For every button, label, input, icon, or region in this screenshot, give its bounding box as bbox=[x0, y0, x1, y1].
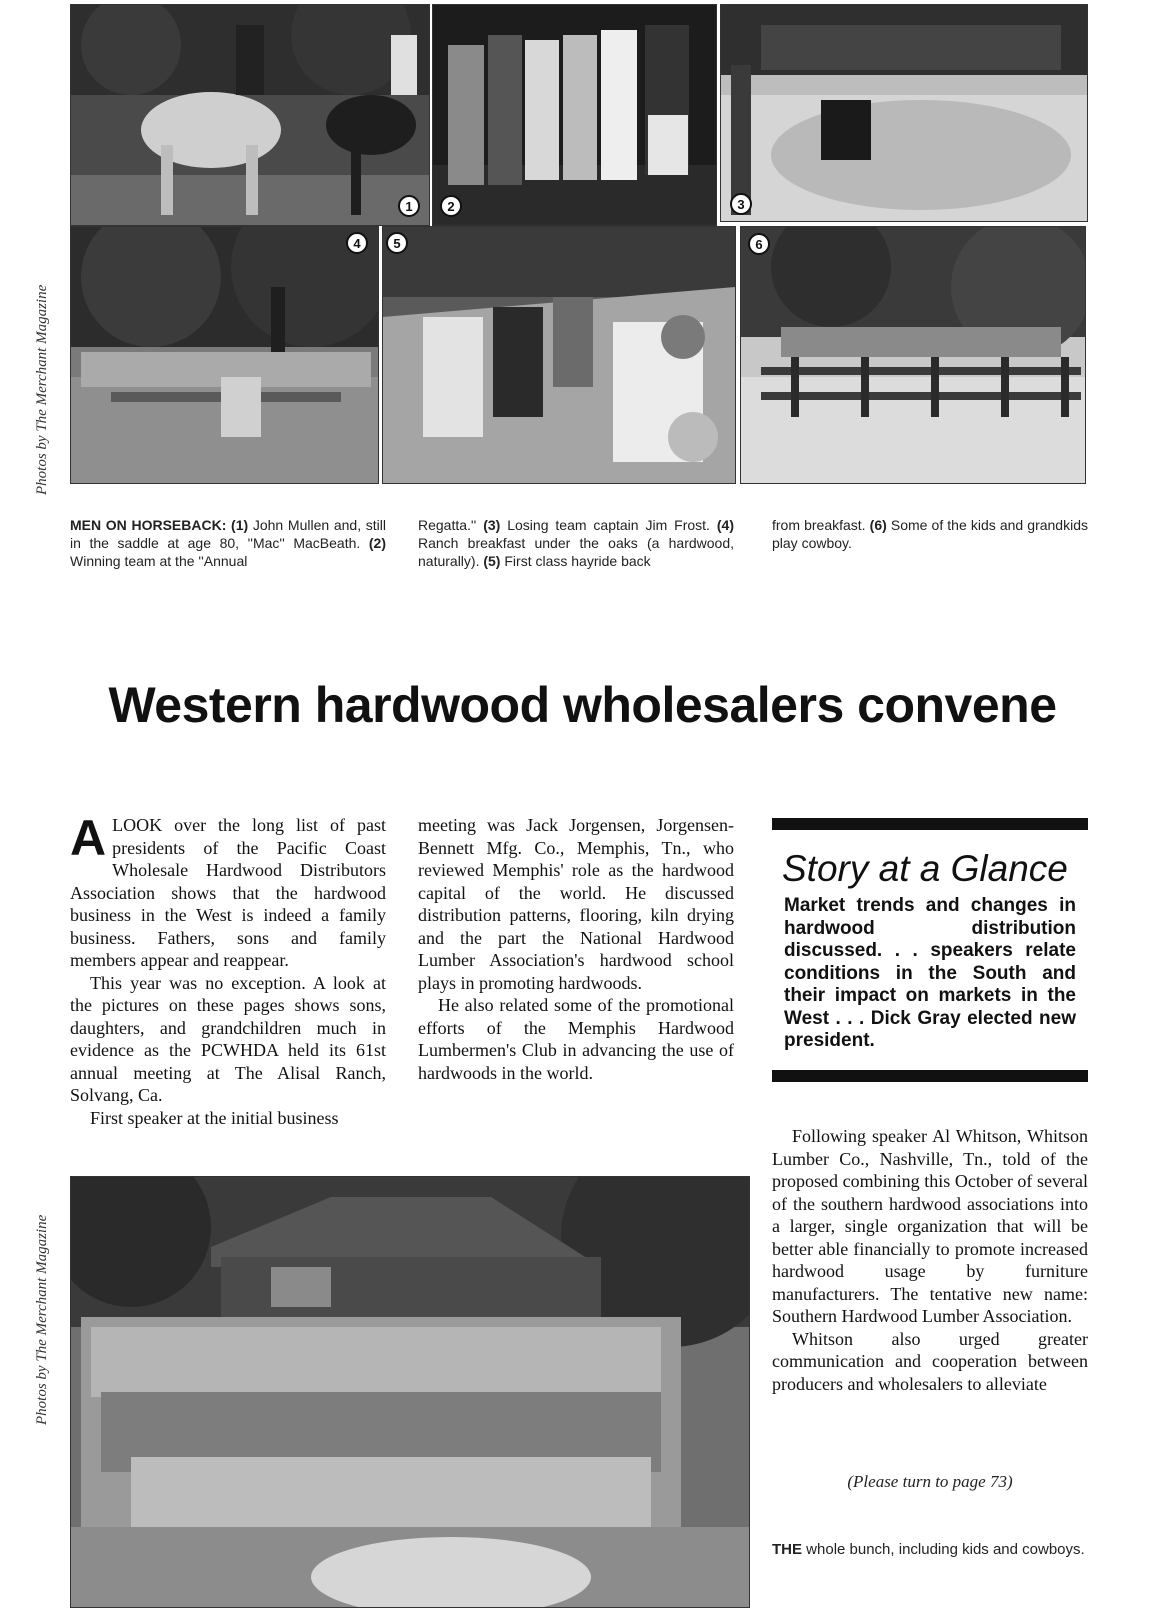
photo-1-horseback bbox=[70, 4, 430, 226]
photo-number-badge: 5 bbox=[386, 232, 408, 254]
photo-4-ranch-breakfast bbox=[70, 226, 379, 484]
photo-3-pool bbox=[720, 4, 1088, 222]
photo-number-badge: 1 bbox=[398, 195, 420, 217]
article-paragraph: LOOK over the long list of past presidents of the Pacific Coast Wholesale Hardwood Distributors Association shows that the hardwood business in the West is indeed a family business. Fathers, sons and family members appear and reappear. bbox=[70, 815, 386, 970]
photo-credit-bottom: Photos by The Merchant Magazine bbox=[34, 1214, 50, 1425]
caption-bottom-text: whole bunch, including kids and cowboys. bbox=[806, 1541, 1085, 1558]
photo-number-badge: 2 bbox=[440, 195, 462, 217]
photo-number-badge: 3 bbox=[730, 193, 752, 215]
photo-6-kids-cowboy bbox=[740, 226, 1086, 484]
photo-number-badge: 6 bbox=[748, 233, 770, 255]
article-paragraph: meeting was Jack Jorgensen, Jorgensen-Bennett Mfg. Co., Memphis, Tn., who reviewed Memphis' role as the hardwood capital of the world. He discussed distribution patterns, flooring, kiln drying and the part the National Hardwood Lumber Association's hardwood school plays in promoting hardwoods. bbox=[418, 815, 734, 993]
group-photo bbox=[70, 1176, 750, 1608]
glance-title: Story at a Glance bbox=[782, 848, 1068, 889]
article-paragraph: First speaker at the initial business bbox=[90, 1107, 339, 1128]
article-column-1 bbox=[70, 810, 386, 1129]
caption-bottom-lead: THE bbox=[772, 1541, 802, 1558]
glance-text: Market trends and changes in hardwood distribution discussed. . . speakers relate conditions in the South and their impact on markets in the West . . . Dick Gray elected new president. bbox=[784, 895, 1076, 1051]
article-column-3 bbox=[772, 1125, 1088, 1395]
caption-top-col2: Regatta.'' (3) Losing team captain Jim Frost. (4) Ranch breakfast under the oaks (a hardwood, naturally). (5) First class hayride back bbox=[418, 517, 734, 569]
caption-top-col3: from breakfast. (6) Some of the kids and grandkids play cowboy. bbox=[772, 517, 1088, 551]
glance-top-rule bbox=[772, 818, 1088, 830]
caption-top-col1: MEN ON HORSEBACK: (1) John Mullen and, still in the saddle at age 80, ''Mac'' MacBeath. (2) Winning team at the ''Annual bbox=[70, 517, 386, 569]
article-column-2 bbox=[418, 814, 734, 1084]
article-paragraph: Following speaker Al Whitson, Whitson Lumber Co., Nashville, Tn., told of the proposed combining this October of several of the southern hardwood associations into a larger, single organization that will be better able financially to promote increased hardwood usage by furniture manufacturers. The tentative new name: Southern Hardwood Lumber Association. bbox=[772, 1126, 1088, 1326]
photo-2-regatta-team bbox=[432, 4, 717, 226]
photo-5-hayride bbox=[382, 226, 736, 484]
photo-number-badge: 4 bbox=[346, 232, 368, 254]
article-paragraph: This year was no exception. A look at the pictures on these pages shows sons, daughters, and grandchildren much in evidence as the PCWHDA held its 61st annual meeting at The Alisal Ranch, Solvang, Ca. bbox=[70, 972, 386, 1105]
glance-bottom-rule bbox=[772, 1070, 1088, 1082]
article-paragraph: He also related some of the promotional efforts of the Memphis Hardwood Lumbermen's Club in advancing the use of hardwoods in the world. bbox=[418, 995, 734, 1083]
headline: Western hardwood wholesalers convene bbox=[108, 677, 1057, 733]
photo-credit-top: Photos by The Merchant Magazine bbox=[34, 284, 50, 495]
caption-bottom bbox=[772, 1540, 1088, 1559]
continued-note: (Please turn to page 73) bbox=[847, 1472, 1013, 1491]
article-paragraph: Whitson also urged greater communication and cooperation between producers and wholesalers to alleviate bbox=[772, 1328, 1088, 1394]
dropcap: A bbox=[70, 810, 107, 866]
